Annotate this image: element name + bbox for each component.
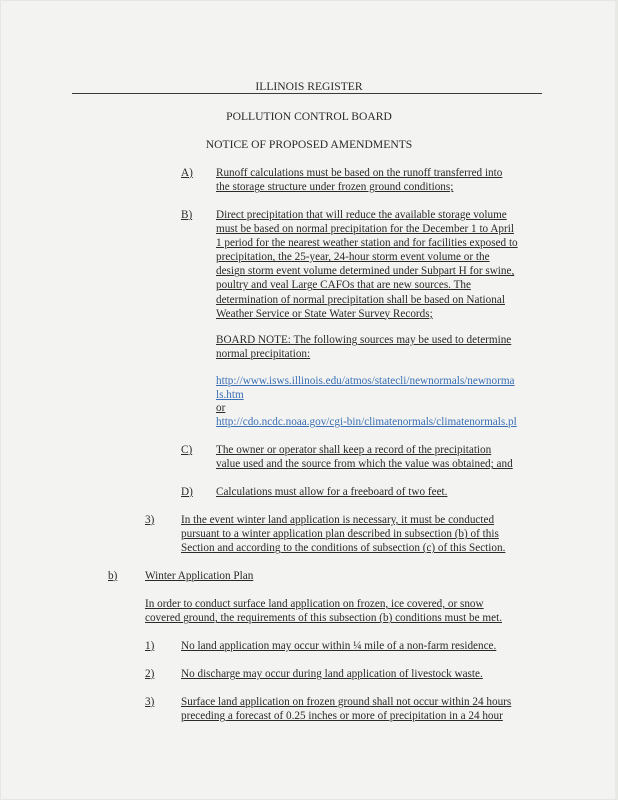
board-note-line: BOARD NOTE: The following sources may be used to determine bbox=[216, 334, 512, 346]
header-rule bbox=[72, 93, 542, 94]
section-b-item-1-label: 1) bbox=[145, 640, 155, 652]
item-label-3: 3) bbox=[145, 514, 155, 526]
item-a-text bbox=[216, 166, 502, 194]
board-title: POLLUTION CONTROL BOARD bbox=[226, 110, 392, 123]
item-label-b: B) bbox=[181, 209, 193, 221]
item-b-line: Weather Service or State Water Survey Records; bbox=[216, 307, 433, 320]
section-b-intro-line: covered ground, the requirements of this subsection (b) conditions must be met. bbox=[145, 612, 502, 625]
section-b-item-3-text bbox=[181, 695, 511, 723]
item-b-line: must be based on normal precipitation for the December 1 to April bbox=[216, 223, 514, 236]
section-b-intro bbox=[145, 597, 502, 625]
section-b-title: Winter Application Plan bbox=[145, 570, 254, 582]
section-b-item-2-text: No discharge may occur during land application of livestock waste. bbox=[181, 668, 483, 680]
register-header: ILLINOIS REGISTER bbox=[255, 80, 363, 93]
item-3-line: Section and according to the conditions of subsection (c) of this Section. bbox=[181, 542, 506, 555]
isws-link-line[interactable]: ls.htm bbox=[216, 389, 244, 402]
item-b-line: precipitation, the 25-year, 24-hour storm event volume or the bbox=[216, 251, 490, 264]
section-b-item-3-line: Surface land application on frozen ground shall not occur within 24 hours bbox=[181, 696, 512, 708]
section-b-item-3-line: preceding a forecast of 0.25 inches or more of precipitation in a 24 hour bbox=[181, 710, 503, 723]
item-b-line: poultry and veal Large CAFOs that are new sources. The bbox=[216, 279, 471, 292]
section-b-label: b) bbox=[108, 570, 118, 582]
item-c-line: The owner or operator shall keep a record of the precipitation bbox=[216, 444, 492, 456]
item-c-line: value used and the source from which the value was obtained; and bbox=[216, 458, 513, 471]
board-note-line: normal precipitation: bbox=[216, 348, 311, 361]
item-b-line: determination of normal precipitation shall be based on National bbox=[216, 293, 505, 306]
item-label-c: C) bbox=[181, 444, 193, 456]
item-c-text bbox=[216, 443, 513, 471]
item-d-text: Calculations must allow for a freeboard of two feet. bbox=[216, 486, 448, 498]
item-b-line: design storm event volume determined under Subpart H for swine, bbox=[216, 265, 515, 278]
item-a-line: Runoff calculations must be based on the runoff transferred into bbox=[216, 167, 503, 179]
section-b-item-3-label: 3) bbox=[145, 696, 155, 708]
item-3-text bbox=[181, 513, 505, 555]
item-3-line: In the event winter land application is necessary, it must be conducted bbox=[181, 514, 495, 526]
item-b-line: 1 period for the nearest weather station and for facilities exposed to bbox=[216, 237, 518, 250]
section-b-item-1-text: No land application may occur within ¼ mile of a non-farm residence. bbox=[181, 640, 497, 652]
item-3-line: pursuant to a winter application plan described in subsection (b) of this bbox=[181, 528, 499, 541]
isws-link-line[interactable]: http://www.isws.illinois.edu/atmos/statecli/newnormals/newnorma bbox=[216, 375, 515, 387]
section-b-intro-line: In order to conduct surface land application on frozen, ice covered, or snow bbox=[145, 598, 484, 610]
section-b-item-2-label: 2) bbox=[145, 668, 155, 680]
board-note bbox=[216, 333, 511, 361]
isws-link[interactable] bbox=[216, 374, 515, 402]
ncdc-link[interactable]: http://cdo.ncdc.noaa.gov/cgi-bin/climatenormals/climatenormals.pl bbox=[216, 416, 517, 428]
item-a-line: the storage structure under frozen ground conditions; bbox=[216, 181, 454, 194]
item-label-a: A) bbox=[181, 167, 193, 179]
or-text: or bbox=[216, 402, 226, 414]
item-b-line: Direct precipitation that will reduce the available storage volume bbox=[216, 209, 507, 221]
item-b-text bbox=[216, 208, 518, 321]
item-label-d: D) bbox=[181, 486, 193, 498]
notice-title: NOTICE OF PROPOSED AMENDMENTS bbox=[205, 138, 413, 151]
